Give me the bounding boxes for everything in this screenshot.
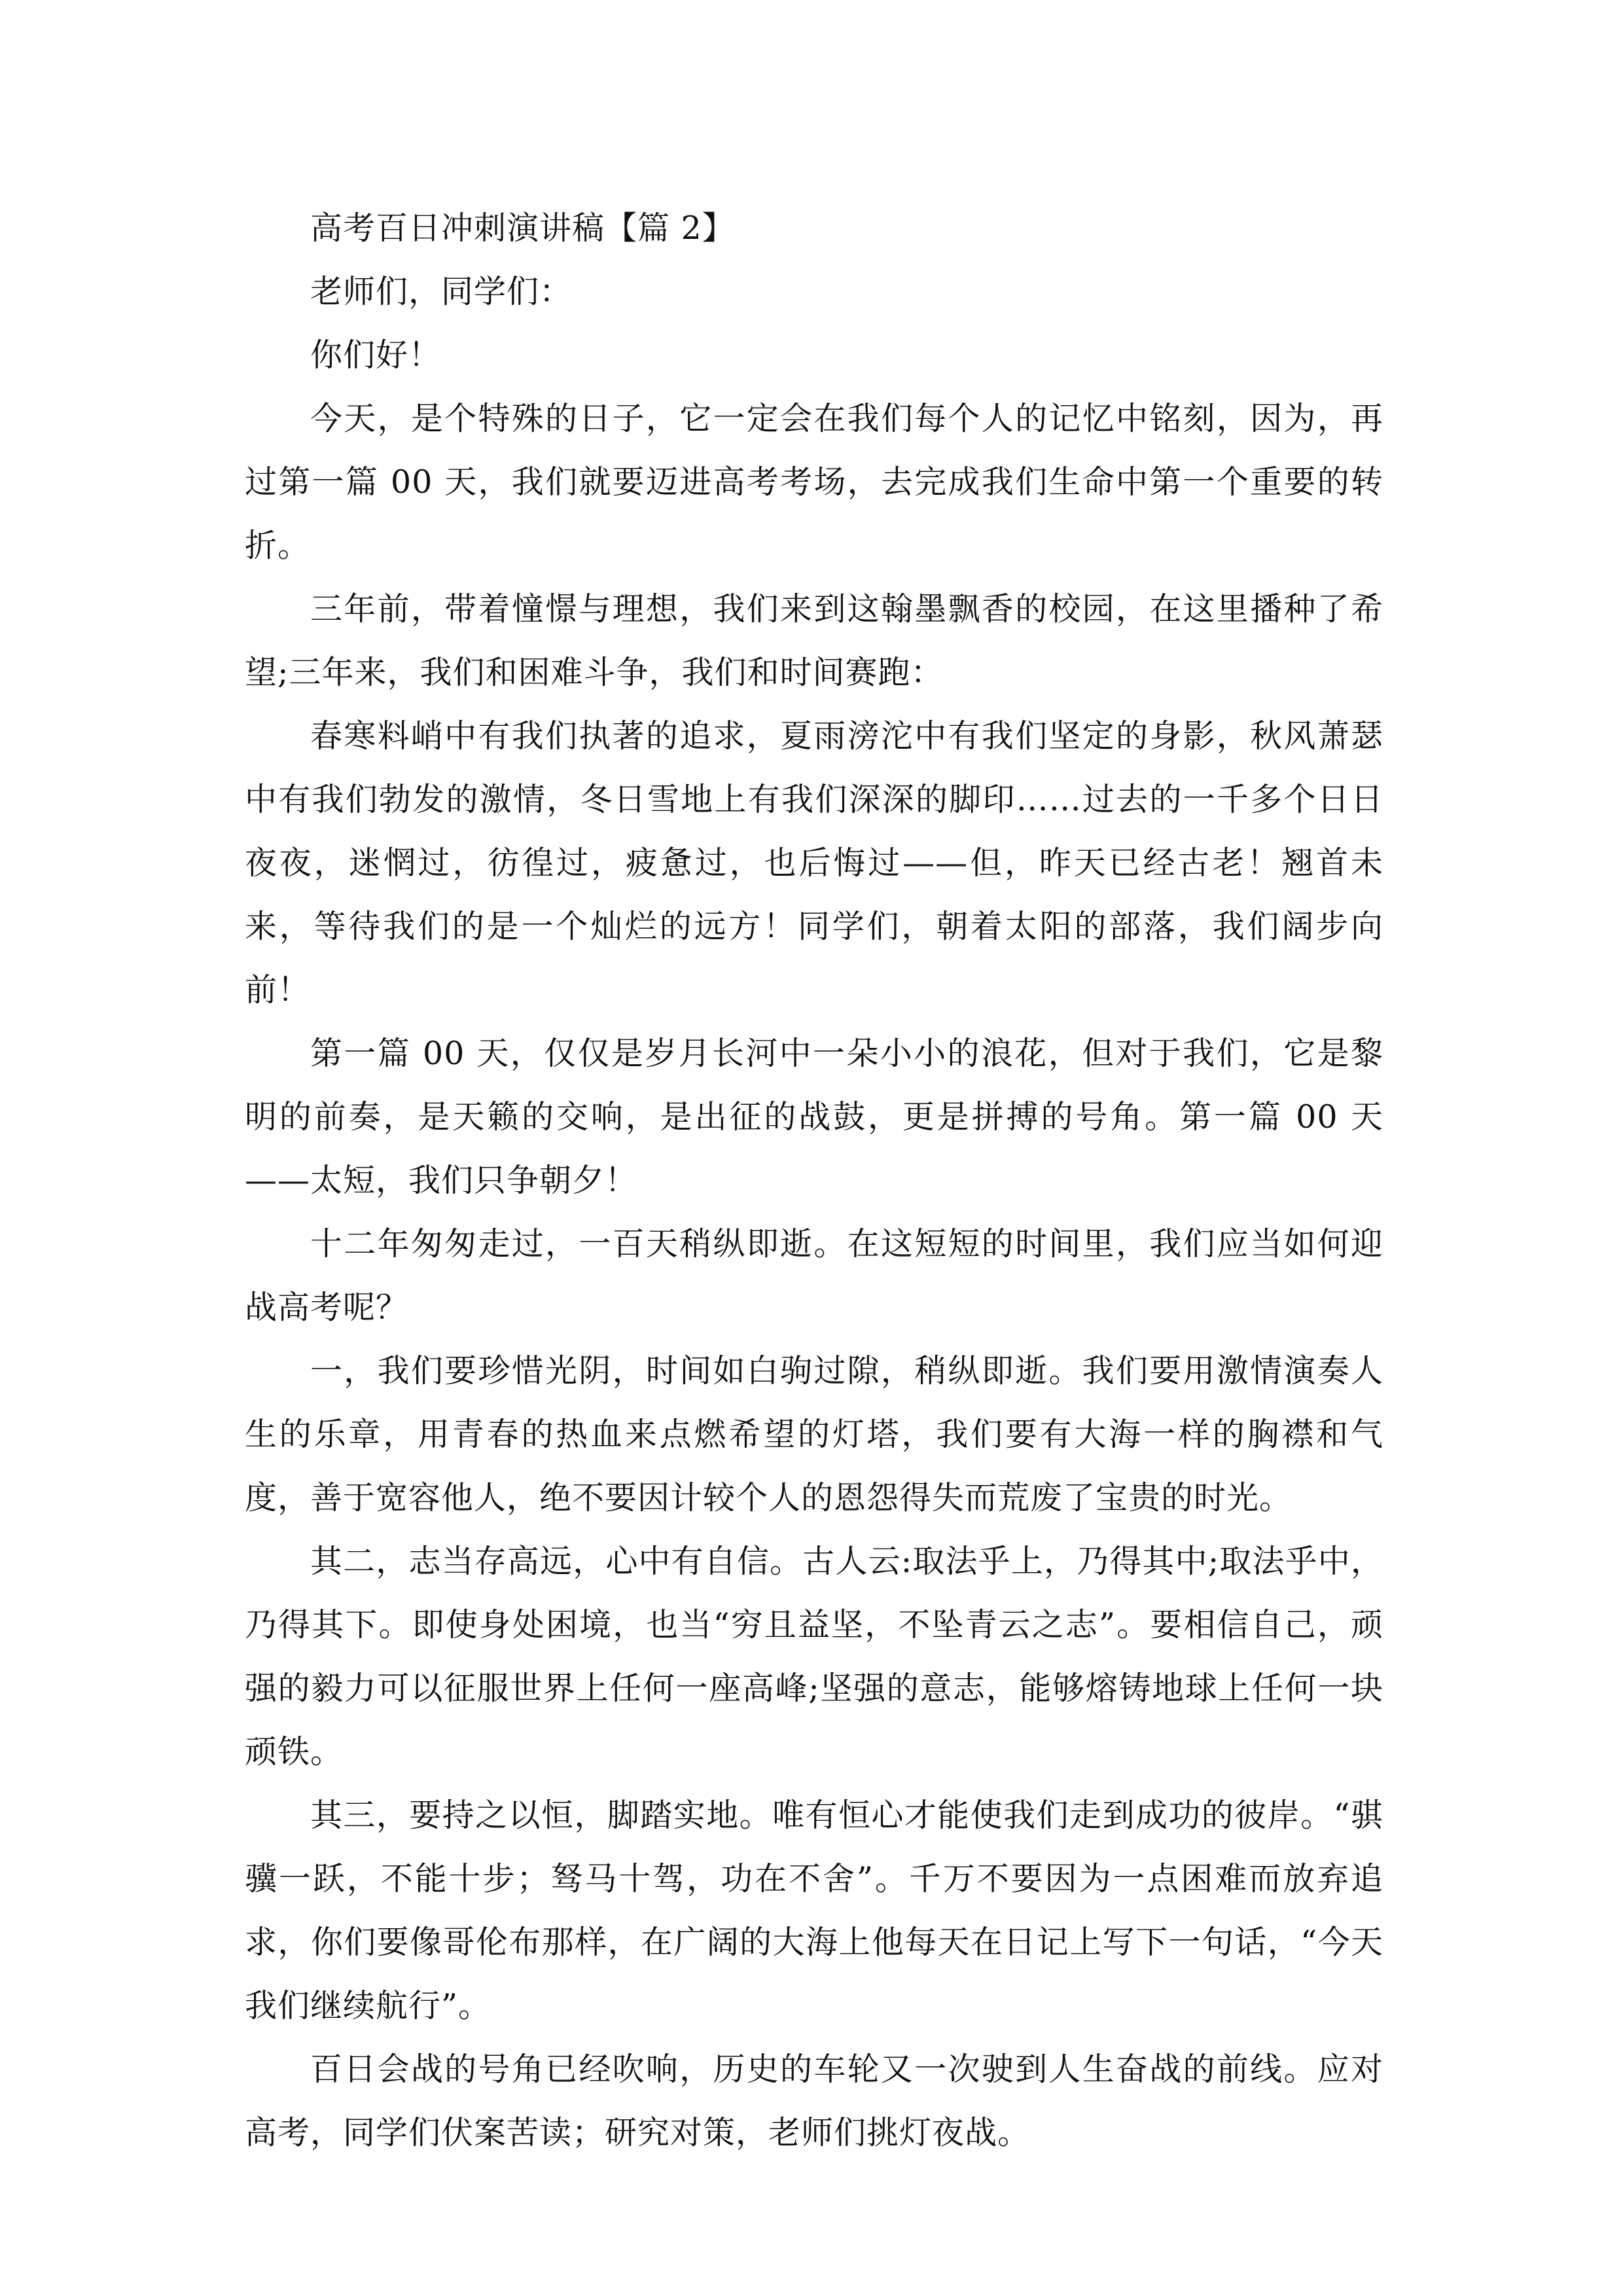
paragraph: 春寒料峭中有我们执著的追求，夏雨滂沱中有我们坚定的身影，秋风萧瑟中有我们勃发的激情，冬日雪地上有我们深深的脚印……过去的一千多个日日夜夜，迷惘过，彷徨过，疲惫过，也后悔过——但，昨天已经古老！翘首未来，等待我们的是一个灿烂的远方！同学们，朝着太阳的部落，我们阔步向前！: [245, 717, 1383, 1009]
salutation: 老师们，同学们：: [310, 273, 573, 310]
greeting: 你们好！: [310, 336, 442, 374]
paragraph: 一，我们要珍惜光阴，时间如白驹过隙，稍纵即逝。我们要用激情演奏人生的乐章，用青春的热血来点燃希望的灯塔，我们要有大海一样的胸襟和气度，善于宽容他人，绝不要因计较个人的恩怨得失而荒废了宝贵的时光。: [245, 1352, 1383, 1516]
paragraph: 百日会战的号角已经吹响，历史的车轮又一次驶到人生奋战的前线。应对高考，同学们伏案苦读；研究对策，老师们挑灯夜战。: [245, 2051, 1383, 2151]
paragraph: 三年前，带着憧憬与理想，我们来到这翰墨飘香的校园，在这里播种了希望;三年来，我们和困难斗争，我们和时间赛跑：: [245, 590, 1383, 691]
paragraph: 其三，要持之以恒，脚踏实地。唯有恒心才能使我们走到成功的彼岸。“骐骥一跃，不能十步；驽马十驾，功在不舍”。千万不要因为一点困难而放弃追求，你们要像哥伦布那样，在广阔的大海上他每天在日记上写下一句话，“今天我们继续航行”。: [245, 1797, 1383, 2024]
paragraph: 十二年匆匆走过，一百天稍纵即逝。在这短短的时间里，我们应当如何迎战高考呢？: [245, 1225, 1383, 1326]
document-title: 高考百日冲刺演讲稿【篇 2】: [310, 209, 735, 247]
paragraph: 第一篇 00 天，仅仅是岁月长河中一朵小小的浪花，但对于我们，它是黎明的前奏，是天籁的交响，是出征的战鼓，更是拼搏的号角。第一篇 00 天——太短，我们只争朝夕！: [245, 1035, 1383, 1199]
document-body: [245, 196, 1383, 2164]
paragraph: 今天，是个特殊的日子，它一定会在我们每个人的记忆中铭刻，因为，再过第一篇 00 天，我们就要迈进高考考场，去完成我们生命中第一个重要的转折。: [245, 400, 1383, 564]
paragraph: 其二，志当存高远，心中有自信。古人云:取法乎上，乃得其中;取法乎中，乃得其下。即使身处困境，也当“穷且益坚，不坠青云之志”。要相信自己，顽强的毅力可以征服世界上任何一座高峰;坚强的意志，能够熔铸地球上任何一块顽铁。: [245, 1543, 1383, 1770]
